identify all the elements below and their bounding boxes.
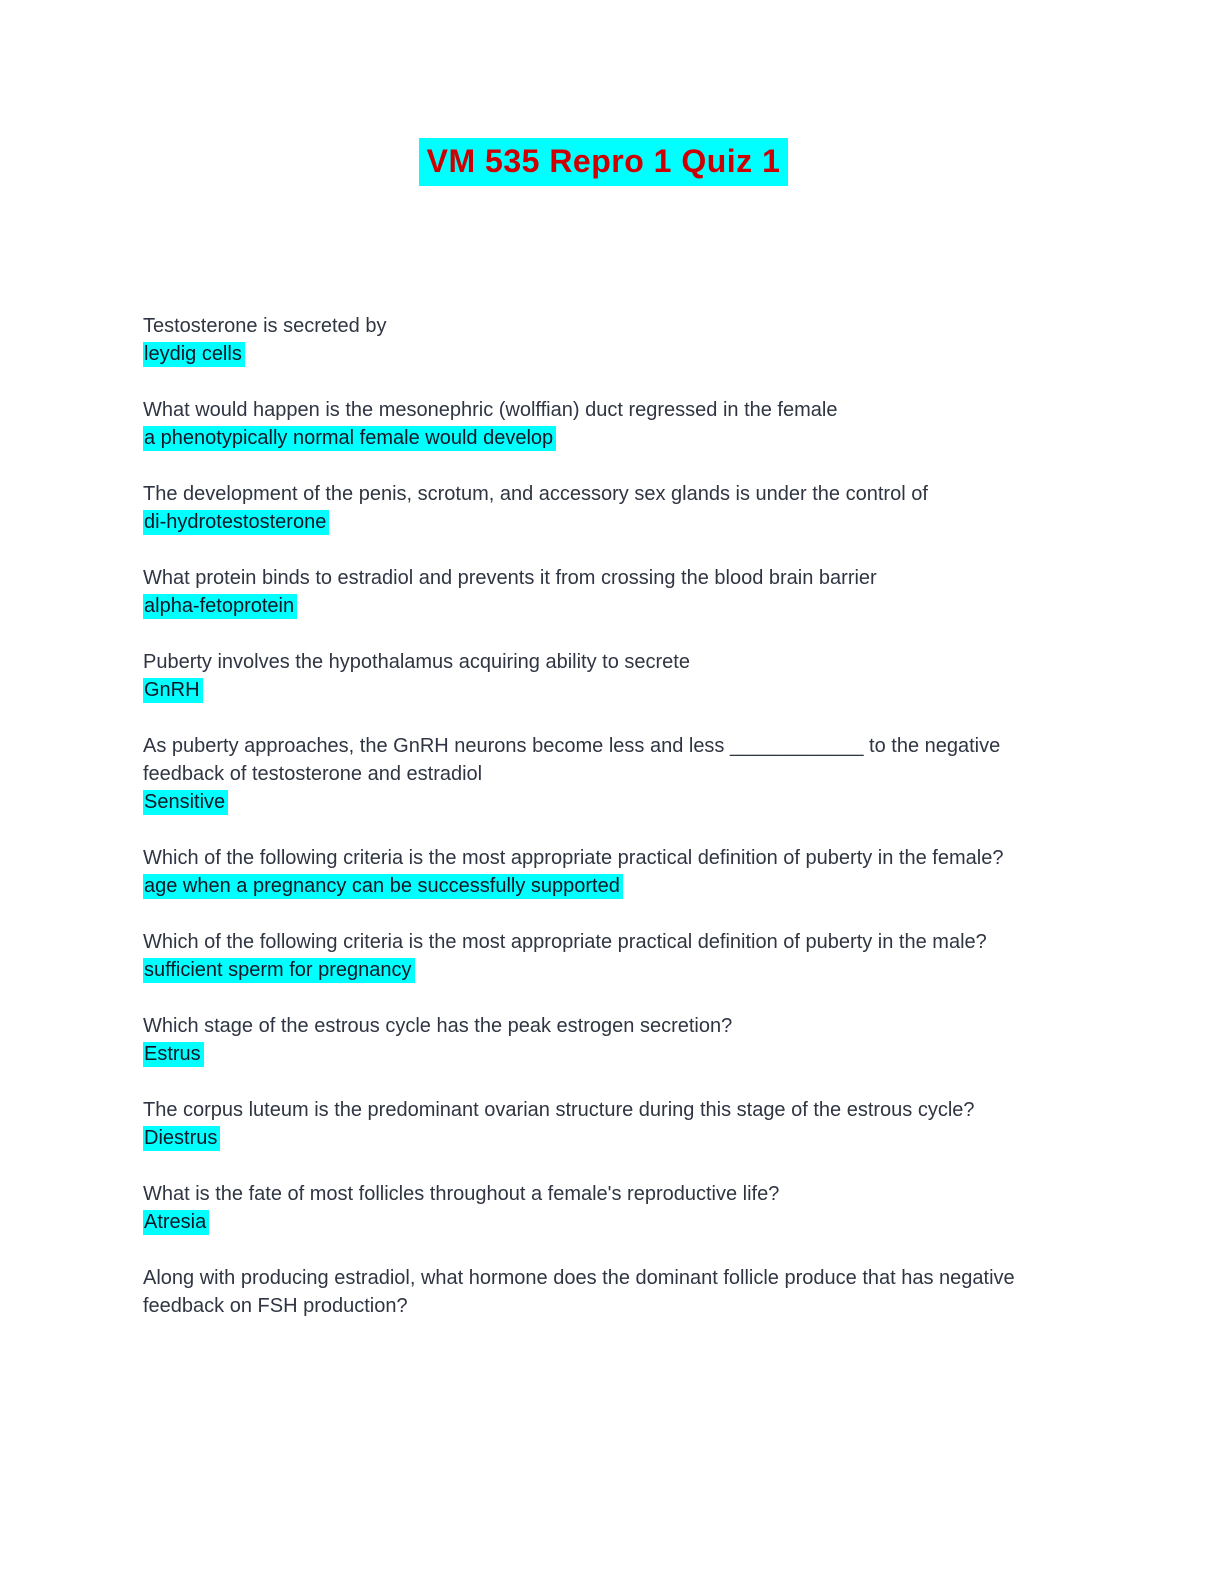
answer-highlight: Diestrus	[143, 1126, 220, 1151]
answer-line	[143, 1040, 1063, 1068]
answer-line	[143, 872, 1063, 900]
answer-line	[143, 788, 1063, 816]
qa-list	[143, 312, 1063, 1320]
question-text: Which of the following criteria is the most appropriate practical definition of puberty in the male?	[143, 931, 987, 953]
answer-line	[143, 676, 1063, 704]
question-text: What would happen is the mesonephric (wolffian) duct regressed in the female	[143, 399, 838, 421]
qa-block	[143, 928, 1063, 984]
question-text: Puberty involves the hypothalamus acquiring ability to secrete	[143, 651, 690, 673]
answer-highlight: Estrus	[143, 1042, 204, 1067]
answer-line	[143, 1124, 1063, 1152]
answer-highlight: age when a pregnancy can be successfully supported	[143, 874, 623, 899]
answer-line	[143, 340, 1063, 368]
question-text: The development of the penis, scrotum, and accessory sex glands is under the control of	[143, 483, 928, 505]
answer-line	[143, 592, 1063, 620]
qa-block	[143, 1180, 1063, 1236]
answer-highlight: a phenotypically normal female would develop	[143, 426, 556, 451]
question-text: What is the fate of most follicles throughout a female's reproductive life?	[143, 1183, 780, 1205]
answer-line	[143, 508, 1063, 536]
answer-line	[143, 424, 1063, 452]
answer-highlight: leydig cells	[143, 342, 245, 367]
qa-block	[143, 1012, 1063, 1068]
qa-block	[143, 648, 1063, 704]
qa-block	[143, 564, 1063, 620]
question-text: The corpus luteum is the predominant ovarian structure during this stage of the estrous cycle?	[143, 1099, 975, 1121]
answer-highlight: Sensitive	[143, 790, 228, 815]
qa-block	[143, 844, 1063, 900]
answer-highlight: di-hydrotestosterone	[143, 510, 329, 535]
question-text: As puberty approaches, the GnRH neurons become less and less ____________ to the negative feedback of testosterone and estradiol	[143, 735, 1001, 785]
question-text: Which of the following criteria is the most appropriate practical definition of puberty in the female?	[143, 847, 1004, 869]
qa-block	[143, 480, 1063, 536]
page-title	[143, 138, 1064, 186]
answer-highlight: Atresia	[143, 1210, 209, 1235]
answer-line	[143, 1208, 1063, 1236]
qa-block	[143, 1096, 1063, 1152]
answer-highlight: alpha-fetoprotein	[143, 594, 297, 619]
qa-block	[143, 396, 1063, 452]
answer-line	[143, 956, 1063, 984]
answer-highlight: sufficient sperm for pregnancy	[143, 958, 415, 983]
qa-block	[143, 312, 1063, 368]
page-title-highlight: VM 535 Repro 1 Quiz 1	[419, 138, 789, 186]
question-text: Testosterone is secreted by	[143, 315, 387, 337]
answer-highlight: GnRH	[143, 678, 203, 703]
question-text: Which stage of the estrous cycle has the peak estrogen secretion?	[143, 1015, 733, 1037]
qa-block	[143, 1264, 1063, 1320]
question-text: Along with producing estradiol, what hormone does the dominant follicle produce that has negative feedback on FSH production?	[143, 1267, 1015, 1317]
question-text: What protein binds to estradiol and prevents it from crossing the blood brain barrier	[143, 567, 877, 589]
qa-block	[143, 732, 1063, 816]
